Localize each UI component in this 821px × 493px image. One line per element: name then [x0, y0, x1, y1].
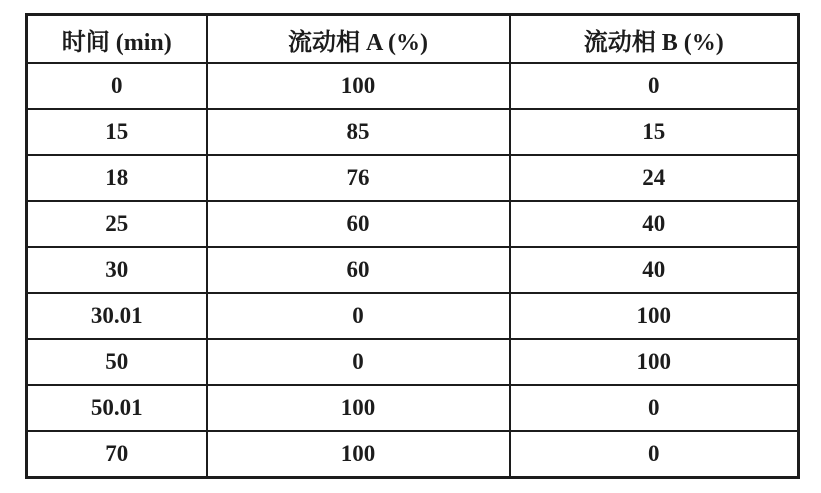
table-cell: 30 [27, 247, 207, 293]
table-cell: 0 [27, 63, 207, 109]
table-cell: 100 [207, 431, 510, 478]
table-row [27, 385, 799, 431]
table-cell: 100 [510, 339, 799, 385]
table-row [27, 201, 799, 247]
table-header-row [27, 15, 799, 64]
table-cell: 100 [510, 293, 799, 339]
table-cell: 24 [510, 155, 799, 201]
table-cell: 0 [207, 339, 510, 385]
table-cell: 50.01 [27, 385, 207, 431]
table-row [27, 339, 799, 385]
table-cell: 60 [207, 201, 510, 247]
table-cell: 18 [27, 155, 207, 201]
table-row [27, 293, 799, 339]
table-cell: 70 [27, 431, 207, 478]
table-cell: 0 [510, 431, 799, 478]
table-row [27, 109, 799, 155]
table-cell: 60 [207, 247, 510, 293]
table-cell: 40 [510, 201, 799, 247]
table-cell: 15 [27, 109, 207, 155]
table-cell: 50 [27, 339, 207, 385]
table-cell: 30.01 [27, 293, 207, 339]
gradient-program-table [25, 13, 800, 479]
table-cell: 40 [510, 247, 799, 293]
table-row [27, 247, 799, 293]
table-row [27, 431, 799, 478]
header-mobile-phase-b: 流动相 B (%) [510, 15, 799, 64]
table-cell: 76 [207, 155, 510, 201]
table-cell: 100 [207, 63, 510, 109]
table-cell: 15 [510, 109, 799, 155]
table-cell: 25 [27, 201, 207, 247]
table-cell: 0 [510, 63, 799, 109]
table-cell: 0 [207, 293, 510, 339]
table-row [27, 155, 799, 201]
header-time-min: 时间 (min) [27, 15, 207, 64]
table-cell: 85 [207, 109, 510, 155]
header-mobile-phase-a: 流动相 A (%) [207, 15, 510, 64]
table-cell: 0 [510, 385, 799, 431]
table-row [27, 63, 799, 109]
table-cell: 100 [207, 385, 510, 431]
